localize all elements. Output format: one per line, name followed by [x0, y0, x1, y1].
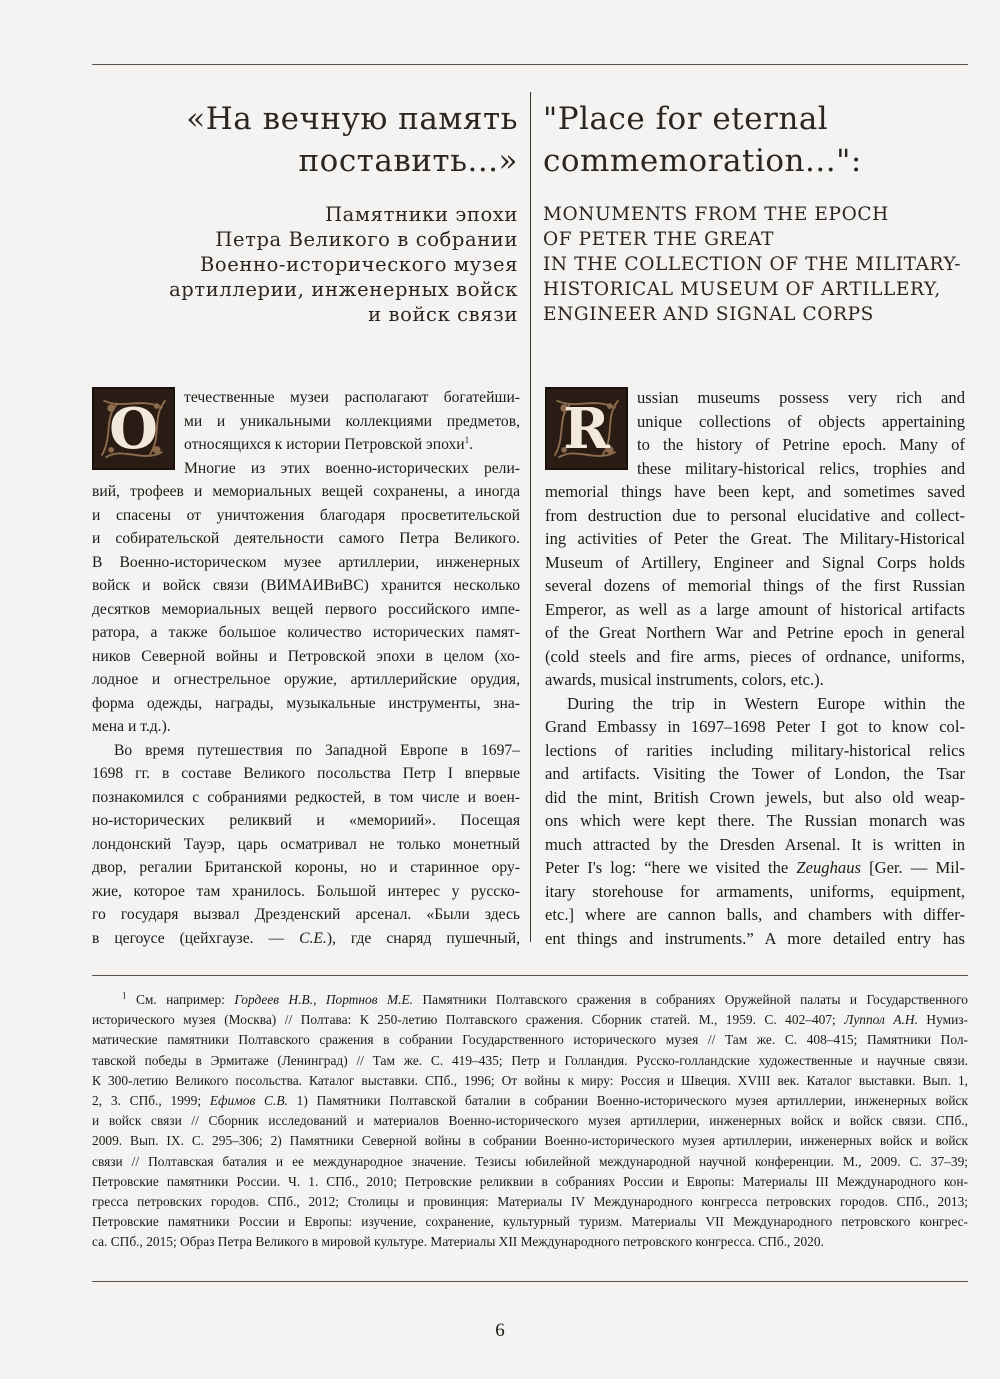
title-russian: «На вечную память поставить...»: [186, 101, 518, 179]
bottom-rule: [92, 1281, 968, 1282]
title-english: "Place for eternal commemoration...":: [543, 101, 862, 179]
footnotes: $^1$ См. например: Гордеев Н.В., Портнов М.Е. Памятники Полтавского сражения в собраниях Оружейной палаты и Государственного исторического музея (Москва) // Полтава: К 250-летию Полтавского сражения. Сборник статей. М., 1959. С. 402–407; Луппол А.Н. Нумиз- матические памятники Полтавского сражения в собрании Государственного исторического музея // Там же. С. 408–415; Памятники Пол- тавской победы в Эрмитаже (Ленинград) // Там же. С. 419–435; Петр и Голландия. Русско-голландские художественные и научные связи. К 300-летию Великого посольства. Каталог выставки. СПб., 1996; От войны к миру: Россия и Швеция. XVIII век. Каталог выставки. Вып. 1, 2, 3. СПб., 1999; Ефимов С.В. 1) Памятники Полтавской баталии в собрании Военно-исторического музея артиллерии, инженерных войск и войск связи // Сборник исследований и материалов Военно-исторического музея артиллерии, инженерных войск и войск связи. СПб., 2009. Вып. IX. С. 295–306; 2) Памятники Северной войны в собрании Военно-исторического музея артиллерии, инженерных войск и войск связи // Полтавская баталия и ее международное значение. Тезисы юбилейной международной научной конференции. М., 2009. С. 37–39; Петровские памятники России. Ч. 1. СПб., 2010; Петровские реликвии в собраниях России и Европы: Материалы III Международного кон- гресса петровских городов. СПб., 2012; Столицы и провинция: Материалы IV Международного конгресса петровских городов. СПб., 2013; Петровские памятники России и Европы: изучение, сохранение, культурный туризм. Материалы VII Международного петровского конгрес- са. СПб., 2015; Образ Петра Великого в мировой культуре. Материалы XII Международного петровского конгресса. СПб., 2020.: [92, 990, 968, 1250]
body-russian: течественные музеи располагают богатейши- ми и уникальными коллекциями предметов, относящихся к истории Петровской эпохи$^1$. Многие из этих военно-исторических рели- вий, трофеев и мемориальных вещей сохранены, а иногда и спасены от уничтожения благодаря просветительской и собирательской деятельности самого Петра Великого. В Военно-историческом музее артиллерии, инженерных войск и войск связи (ВИМАИВиВС) хранится несколько десятков мемориальных вещей первого российского импе- ратора, а также большое количество исторических памят- ников Северной войны и Петровской эпохи в целом (хо- лодное и огнестрельное оружие, артиллерийские орудия, форма одежды, награды, музыкальные инструменты, зна- мена и т.д.). Во время путешествия по Западной Европе в 1697– 1698 гг. в составе Великого посольства Петр I впервые познакомился с собраниями редкостей, в том числе и воен- но-исторических реликвий и «мемориий». Посещая лондонский Тауэр, царь осматривал не только монетный двор, регалии Британской короны, но и старинное ору- жие, которое там хранилось. Большой интерес у русско- го государя вызвал Дрезденский арсенал. «Были здесь в цегоусе (цейхгаузе. — С.Е.), где снаряд пушечный,: [92, 389, 520, 947]
dropcap-ornament-ru: [92, 387, 175, 470]
dropcap-letter: R: [563, 395, 610, 462]
subtitle-russian: Памятники эпохи Петра Великого в собрании Военно-исторического музея артиллерии, инженерных войск и войск связи: [169, 203, 518, 326]
column-divider: [530, 92, 531, 942]
top-rule: [92, 64, 968, 65]
dropcap-ornament-en: [545, 387, 628, 470]
body-english: ussian museums possess very rich and unique collections of objects appertaining to the history of Petrine epoch. Many of these military-historical relics, trophies and memorial things have been kept, and sometimes saved from destruction due to personal elucidative and collect- ing activities of Peter the Great. The Military-Historical Museum of Artillery, Engineer and Signal Corps holds several dozens of memorial things of the first Russian Emperor, as well as a large amount of historical artifacts of the Great Northern War and Petrine epoch in general (cold steels and fire arms, pieces of ordnance, uniforms, awards, musical instruments, colors, etc.). During the trip in Western Europe within the Grand Embassy in 1697–1698 Peter I got to know col- lections of rarities including military-historical relics and artifacts. Visiting the Tower of London, the Tsar did the mint, British Crown jewels, but also old weap- ons which were kept there. The Russian monarch was much attracted by the Dresden Arsenal. It is written in Peter I's log: “here we visited the Zeughaus [Ger. — Mil- itary storehouse for armaments, uniforms, equipment, etc.] where are cannon balls, and chambers with differ- ent things and instruments.” A more detailed entry has: [545, 388, 965, 948]
subtitle-english: MONUMENTS FROM THE EPOCH OF PETER THE GREAT IN THE COLLECTION OF THE MILITARY- HISTORICAL MUSEUM OF ARTILLERY, ENGINEER AND SIGNAL CORPS: [543, 204, 962, 325]
dropcap-letter: О: [109, 395, 158, 462]
footnote-ref: 1: [464, 434, 470, 445]
page-number: 6: [495, 1320, 505, 1341]
footnote-rule: [92, 975, 968, 976]
